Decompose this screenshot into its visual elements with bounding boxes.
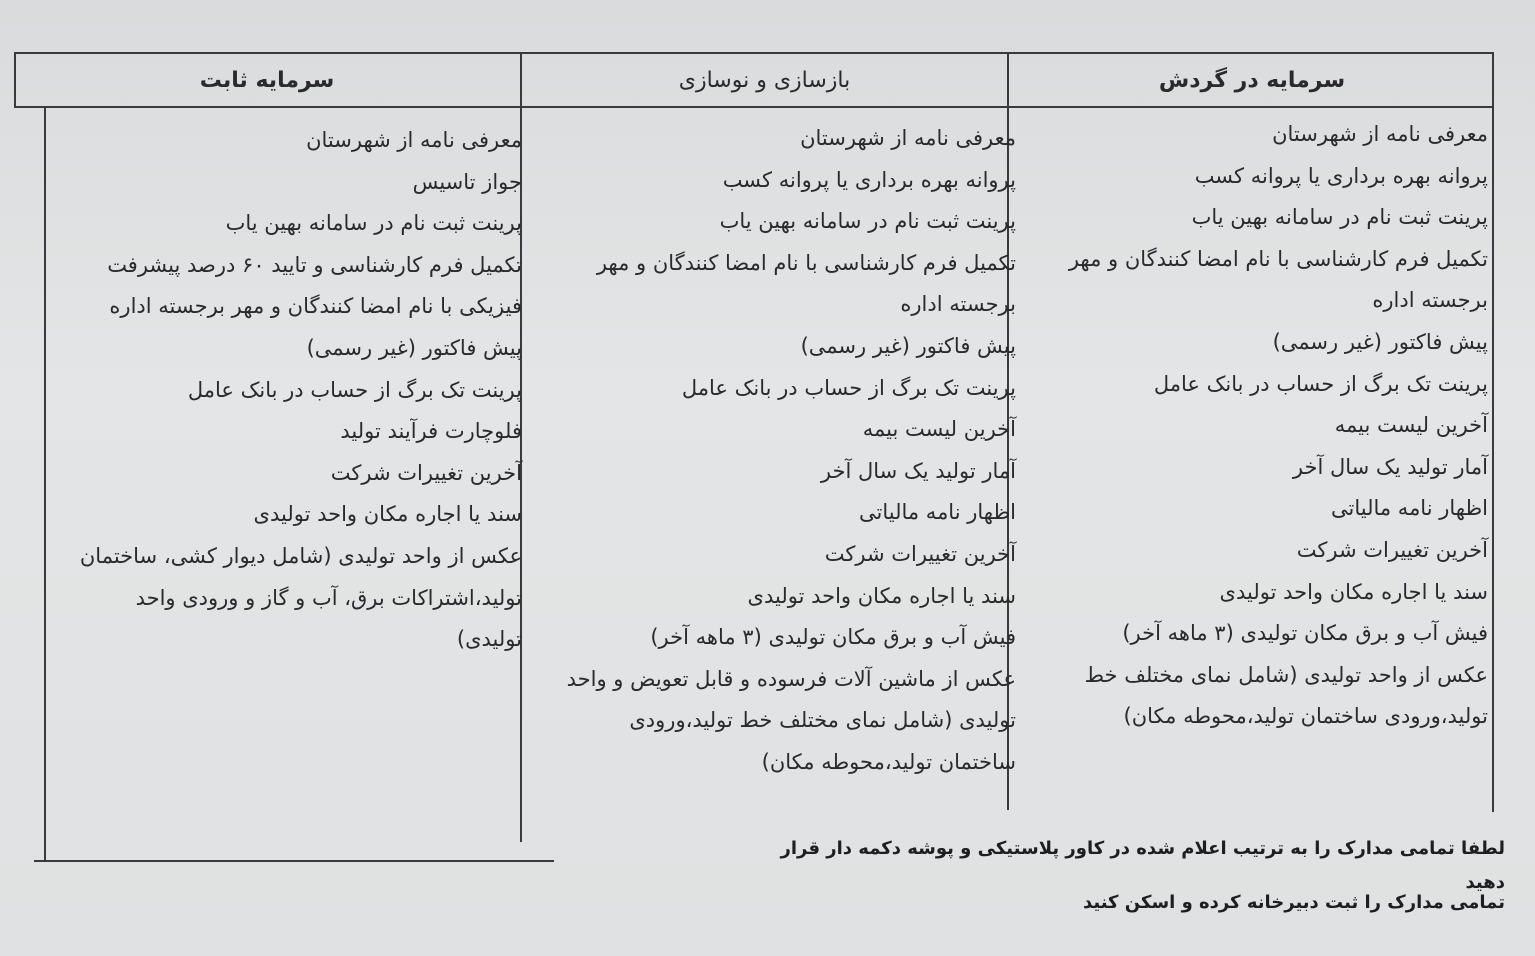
list-item: ساختمان تولید،محوطه مکان) — [761, 749, 1016, 774]
header-bottom-border — [14, 106, 1494, 108]
list-item: پرینت تک برگ از حساب در بانک عامل — [681, 375, 1016, 400]
list-item: معرفی نامه از شهرستان — [1272, 122, 1488, 146]
renovation-list — [546, 118, 1016, 784]
list-item: فیش آب و برق مکان تولیدی (۳ ماهه آخر) — [650, 625, 1016, 650]
table-right-border — [1492, 52, 1494, 812]
list-item: تولیدی (شامل نمای مختلف خط تولید،ورودی — [629, 708, 1016, 733]
list-item: تولید،اشتراکات برق، آب و گاز و ورودی واحد — [135, 585, 522, 610]
list-item: جواز تاسیس — [412, 169, 522, 194]
list-item: پرینت ثبت نام در سامانه بهین یاب — [225, 211, 522, 236]
list-item: اظهار نامه مالیاتی — [1331, 496, 1488, 521]
list-item: معرفی نامه از شهرستان — [800, 126, 1016, 150]
list-item: تولیدی) — [456, 627, 522, 652]
list-item: عکس از ماشین آلات فرسوده و قابل تعویض و واحد — [566, 666, 1016, 691]
list-item: آخرین لیست بیمه — [862, 417, 1016, 442]
list-item: پیش فاکتور (غیر رسمی) — [1272, 329, 1488, 354]
list-item: تکمیل فرم کارشناسی با نام امضا کنندگان و مهر — [596, 250, 1016, 275]
note-packaging: لطفا تمامی مدارک را به ترتیب اعلام شده در کاور پلاستیکی و پوشه دکمه دار قرار دهید — [780, 838, 1505, 893]
list-item: اظهار نامه مالیاتی — [859, 500, 1016, 525]
list-item: فیش آب و برق مکان تولیدی (۳ ماهه آخر) — [1122, 621, 1488, 646]
table-left-border-lower — [44, 106, 46, 862]
list-item: پرینت تک برگ از حساب در بانک عامل — [1153, 371, 1488, 396]
list-item: آخرین لیست بیمه — [1334, 413, 1488, 438]
list-item: پرینت ثبت نام در سامانه بهین یاب — [1191, 205, 1488, 230]
list-item: فلوچارت فرآیند تولید — [340, 419, 522, 444]
list-item: عکس از واحد تولیدی (شامل دیوار کشی، ساختمان — [79, 543, 522, 568]
list-item: آخرین تغییرات شرکت — [824, 541, 1016, 566]
table-top-border — [14, 52, 1494, 54]
fixed-capital-list — [52, 120, 522, 661]
documents-table — [14, 52, 1494, 862]
list-item: معرفی نامه از شهرستان — [306, 128, 522, 152]
list-item: پیش فاکتور (غیر رسمی) — [800, 333, 1016, 358]
list-item: فیزیکی با نام امضا کنندگان و مهر برجسته اداره — [109, 294, 522, 319]
table-bottom-border — [34, 860, 554, 862]
list-item: پرینت ثبت نام در سامانه بهین یاب — [719, 209, 1016, 234]
note-registration: تمامی مدارک را ثبت دبیرخانه کرده و اسکن کنید — [1082, 892, 1505, 913]
list-item: عکس از واحد تولیدی (شامل نمای مختلف خط — [1084, 662, 1488, 687]
list-item: پرینت تک برگ از حساب در بانک عامل — [187, 377, 522, 402]
list-item: آمار تولید یک سال آخر — [1292, 454, 1488, 479]
list-item: پروانه بهره برداری یا پروانه کسب — [1194, 163, 1488, 188]
list-item: پروانه بهره برداری یا پروانه کسب — [722, 167, 1016, 192]
header-fixed-capital: سرمایه ثابت — [199, 67, 335, 93]
list-item: پیش فاکتور (غیر رسمی) — [306, 335, 522, 360]
list-item: سند یا اجاره مکان واحد تولیدی — [1219, 579, 1488, 604]
list-item: آخرین تغییرات شرکت — [1296, 537, 1488, 562]
header-working-capital: سرمایه در گردش — [1158, 67, 1346, 93]
list-item: آمار تولید یک سال آخر — [820, 458, 1016, 483]
list-item: برجسته اداره — [900, 292, 1016, 317]
header-renovation: بازسازی و نوسازی — [678, 67, 851, 93]
list-item: سند یا اجاره مکان واحد تولیدی — [253, 502, 522, 527]
list-item: تولید،ورودی ساختمان تولید،محوطه مکان) — [1123, 704, 1488, 729]
list-item: آخرین تغییرات شرکت — [330, 460, 522, 485]
list-item: سند یا اجاره مکان واحد تولیدی — [747, 583, 1016, 608]
list-item: برجسته اداره — [1372, 288, 1488, 313]
list-item: تکمیل فرم کارشناسی با نام امضا کنندگان و مهر — [1068, 246, 1488, 271]
working-capital-list — [1018, 114, 1488, 738]
list-item: تکمیل فرم کارشناسی و تایید ۶۰ درصد پیشرفت — [107, 252, 522, 277]
